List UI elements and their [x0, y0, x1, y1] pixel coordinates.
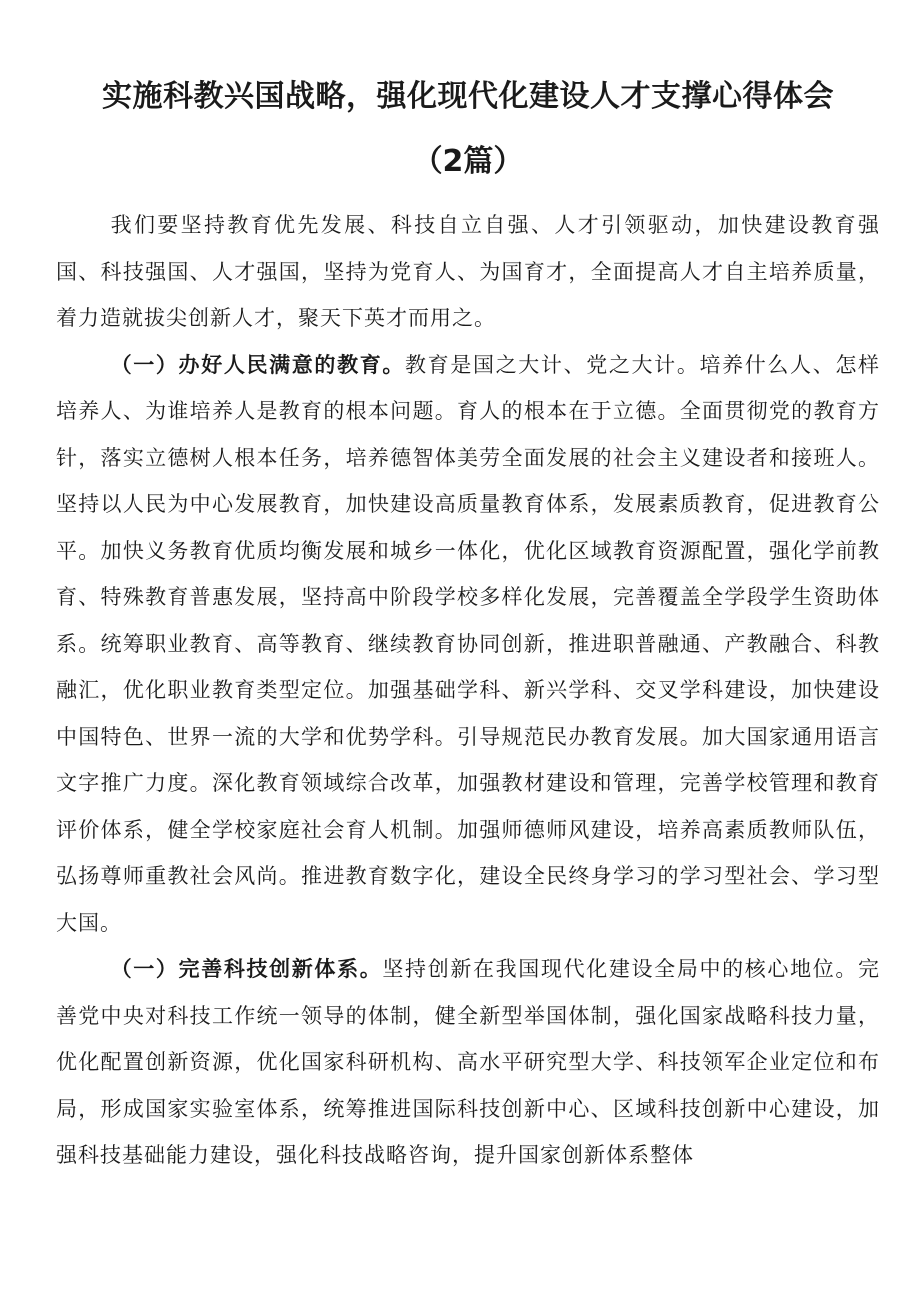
section-body-science: 坚持创新在我国现代化建设全局中的核心地位。完善党中央对科技工作统一领导的体制，健全新型举国体制，强化国家战略科技力量，优化配置创新资源，优化国家科研机构、高水平研究型大学、科技领军企业定位和布局，形成国家实验室体系，统筹推进国际科技创新中心、区域科技创新中心建设，加强科技基础能力建设，强化科技战略咨询，提升国家创新体系整体: [56, 957, 881, 1167]
section-heading-education: （一）办好人民满意的教育。: [110, 352, 406, 377]
document-page: [56, 62, 880, 1179]
document-subtitle: （2篇）: [412, 144, 524, 179]
section-body-education: 教育是国之大计、党之大计。培养什么人、怎样培养人、为谁培养人是教育的根本问题。育人的根本在于立德。全面贯彻党的教育方针，落实立德树人根本任务，培养德智体美劳全面发展的社会主义建设者和接班人。坚持以人民为中心发展教育，加快建设高质量教育体系，发展素质教育，促进教育公平。加快义务教育优质均衡发展和城乡一体化，优化区域教育资源配置，强化学前教育、特殊教育普惠发展，坚持高中阶段学校多样化发展，完善覆盖全学段学生资助体系。统筹职业教育、高等教育、继续教育协同创新，推进职普融通、产教融合、科教融汇，优化职业教育类型定位。加强基础学科、新兴学科、交叉学科建设，加快建设中国特色、世界一流的大学和优势学科。引导规范民办教育发展。加大国家通用语言文字推广力度。深化教育领域综合改革，加强教材建设和管理，完善学校管理和教育评价体系，健全学校家庭社会育人机制。加强师德师风建设，培养高素质教师队伍，弘扬尊师重教社会风尚。推进教育数字化，建设全民终身学习的学习型社会、学习型大国。: [56, 352, 881, 935]
section-paragraph-science: [56, 946, 880, 1179]
document-title: 实施科教兴国战略，强化现代化建设人才支撑心得体会: [102, 79, 834, 114]
section-paragraph-education: [56, 342, 880, 947]
section-heading-science: （一）完善科技创新体系。: [110, 957, 383, 981]
intro-paragraph: 我们要坚持教育优先发展、科技自立自强、人才引领驱动，加快建设教育强国、科技强国、人才强国，坚持为党育人、为国育才，全面提高人才自主培养质量，着力造就拔尖创新人才，聚天下英才而用之。: [56, 213, 880, 330]
